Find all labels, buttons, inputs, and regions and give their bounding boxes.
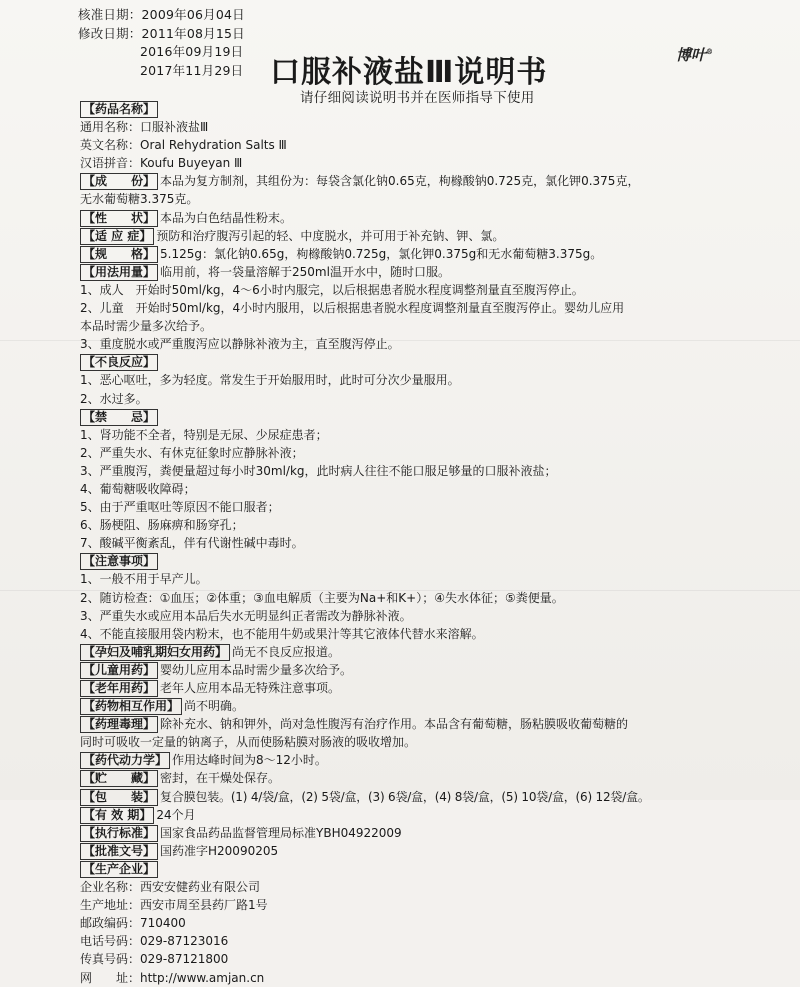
list-item: 1、肾功能不全者，特别是无尿、少尿症患者； bbox=[80, 427, 328, 442]
section-pediatric bbox=[80, 661, 720, 679]
document-subtitle: 请仔细阅读说明书并在医师指导下使用 bbox=[300, 90, 535, 106]
section-text: 作用达峰时间为8～12小时。 bbox=[172, 753, 327, 768]
list-item: 1、一般不用于早产儿。 bbox=[80, 572, 208, 587]
section-pharmacokinetics bbox=[80, 751, 720, 769]
company-name: 企业名称：西安安健药业有限公司 bbox=[80, 880, 261, 895]
section-usage bbox=[80, 263, 720, 281]
section-text: 同时可吸收一定量的钠离子，从而使肠粘膜对肠液的吸收增加。 bbox=[80, 735, 417, 750]
list-item: 2、严重失水、有休克征象时应静脉补液； bbox=[80, 445, 304, 460]
section-pregnancy bbox=[80, 643, 720, 661]
generic-name: 通用名称：口服补液盐Ⅲ bbox=[80, 120, 209, 135]
section-text: 预防和治疗腹泻引起的轻、中度脱水，并可用于补充钠、钾、氯。 bbox=[156, 228, 505, 243]
section-text: 复合膜包装。(1) 4/袋/盒，(2) 5袋/盒，(3) 6袋/盒，(4) 8袋/盒，(5) 10袋/盒，(6) 12袋/盒。 bbox=[160, 789, 650, 804]
approval-date-value: 2009年06月04日 bbox=[141, 7, 245, 22]
leaflet-body bbox=[80, 100, 720, 987]
section-text: 临用前，将一袋量溶解于250ml温开水中，随时口服。 bbox=[160, 264, 450, 279]
company-phone: 电话号码：029-87123016 bbox=[80, 934, 229, 949]
section-precautions bbox=[80, 552, 720, 570]
section-header: 【药理毒理】 bbox=[80, 716, 158, 733]
section-header: 【适 应 症】 bbox=[80, 228, 154, 245]
section-header: 【儿童用药】 bbox=[80, 662, 158, 679]
list-item: 1、恶心呕吐，多为轻度。常发生于开始服用时，此时可分次少量服用。 bbox=[80, 373, 460, 388]
list-item: 2、随访检查：①血压；②体重；③血电解质（主要为Na+和K+）；④失水体征；⑤粪便量。 bbox=[80, 590, 564, 605]
section-validity bbox=[80, 806, 720, 824]
section-drug-name bbox=[80, 100, 720, 118]
section-text: 无水葡萄糖3.375克。 bbox=[80, 192, 199, 207]
paper-fold bbox=[0, 340, 800, 341]
list-item: 3、严重腹泻，粪便量超过每小时30ml/kg，此时病人往往不能口服足够量的口服补液盐； bbox=[80, 463, 557, 478]
modify-date-value: 2017年11月29日 bbox=[140, 62, 244, 78]
section-manufacturer bbox=[80, 860, 720, 878]
pinyin-name: 汉语拼音：Koufu Buyeyan Ⅲ bbox=[80, 156, 243, 171]
approval-date-label: 核准日期： bbox=[78, 7, 142, 22]
section-header: 【老年用药】 bbox=[80, 680, 158, 697]
section-text: 本品为复方制剂，其组份为：每袋含氯化钠0.65克，枸橼酸钠0.725克，氯化钾0.375克， bbox=[160, 174, 640, 189]
section-pharmacology bbox=[80, 715, 720, 733]
section-header: 【药物相互作用】 bbox=[80, 698, 182, 715]
section-text: 除补充水、钠和钾外，尚对急性腹泻有治疗作用。本品含有葡萄糖，肠粘膜吸收葡萄糖的 bbox=[160, 717, 629, 732]
section-package bbox=[80, 788, 720, 806]
section-header: 【贮 藏】 bbox=[80, 770, 158, 787]
company-address: 生产地址：西安市周至县药厂路1号 bbox=[80, 898, 268, 913]
section-approval bbox=[80, 842, 720, 860]
document-title: 口服补液盐Ⅲ说明书 bbox=[270, 55, 548, 90]
section-composition bbox=[80, 172, 720, 190]
section-text: 国药准字H20090205 bbox=[160, 843, 279, 858]
section-header: 【有 效 期】 bbox=[80, 807, 154, 824]
section-text: 尚无不良反应报道。 bbox=[232, 644, 341, 659]
brand-logo-text: 博叶 bbox=[676, 46, 707, 64]
section-elderly bbox=[80, 679, 720, 697]
list-item: 5、由于严重呕吐等原因不能口服者； bbox=[80, 500, 280, 515]
section-header: 【生产企业】 bbox=[80, 861, 158, 878]
section-standard bbox=[80, 824, 720, 842]
section-storage bbox=[80, 769, 720, 787]
section-spec bbox=[80, 245, 720, 263]
section-header: 【执行标准】 bbox=[80, 825, 158, 842]
modify-date-value: 2011年08月15日 bbox=[141, 25, 245, 41]
company-fax: 传真号码：029-87121800 bbox=[80, 952, 229, 967]
list-item: 2、儿童 开始时50ml/kg，4小时内服用，以后根据患者脱水程度调整剂量直至腹泻停止。婴幼儿应用 bbox=[80, 301, 625, 316]
section-header: 【成 份】 bbox=[80, 173, 158, 190]
section-text: 国家食品药品监督管理局标准YBH04922009 bbox=[160, 825, 402, 840]
paper-fold bbox=[0, 590, 800, 591]
section-contraindications bbox=[80, 408, 720, 426]
list-item: 3、严重失水或应用本品后失水无明显纠正者需改为静脉补液。 bbox=[80, 608, 412, 623]
section-header: 【孕妇及哺乳期妇女用药】 bbox=[80, 644, 230, 661]
list-item: 3、重度脱水或严重腹泻应以静脉补液为主，直至腹泻停止。 bbox=[80, 337, 400, 352]
section-text: 24个月 bbox=[156, 807, 196, 822]
section-header: 【注意事项】 bbox=[80, 553, 158, 570]
section-header: 【规 格】 bbox=[80, 246, 158, 263]
section-appearance bbox=[80, 209, 720, 227]
list-item: 1、成人 开始时50ml/kg，4～6小时内服完，以后根据患者脱水程度调整剂量直至腹泻停止。 bbox=[80, 282, 584, 297]
section-text: 本品为白色结晶性粉末。 bbox=[160, 210, 293, 225]
section-header: 【用法用量】 bbox=[80, 264, 158, 281]
section-header: 【禁 忌】 bbox=[80, 409, 158, 426]
company-website: 网 址：http://www.amjan.cn bbox=[80, 970, 265, 985]
section-header: 【批准文号】 bbox=[80, 843, 158, 860]
company-postcode: 邮政编码：710400 bbox=[80, 916, 186, 931]
list-item: 6、肠梗阻、肠麻痹和肠穿孔； bbox=[80, 518, 244, 533]
section-header: 【性 状】 bbox=[80, 210, 158, 227]
brand-logo bbox=[676, 44, 713, 65]
section-indication bbox=[80, 227, 720, 245]
section-text: 密封，在干燥处保存。 bbox=[160, 771, 281, 786]
section-adverse bbox=[80, 353, 720, 371]
list-item: 2、水过多。 bbox=[80, 391, 148, 406]
section-header: 【包 装】 bbox=[80, 789, 158, 806]
modify-date-label: 修改日期： bbox=[78, 25, 142, 41]
english-name: 英文名称：Oral Rehydration Salts Ⅲ bbox=[80, 138, 287, 153]
revision-dates bbox=[78, 6, 245, 80]
approval-date-line bbox=[78, 6, 245, 25]
list-item: 本品时需少量多次给予。 bbox=[80, 319, 213, 334]
section-header: 【药代动力学】 bbox=[80, 752, 170, 769]
registered-mark: ® bbox=[706, 47, 714, 56]
list-item: 4、不能直接服用袋内粉末，也不能用牛奶或果汁等其它液体代替水来溶解。 bbox=[80, 626, 484, 641]
section-header: 【药品名称】 bbox=[80, 101, 158, 118]
section-header: 【不良反应】 bbox=[80, 354, 158, 371]
section-text: 老年人应用本品无特殊注意事项。 bbox=[160, 681, 341, 695]
modify-date-line bbox=[78, 25, 245, 44]
modify-date-value: 2016年09月19日 bbox=[140, 44, 244, 59]
section-interaction bbox=[80, 697, 720, 715]
section-text: 婴幼儿应用本品时需少量多次给予。 bbox=[160, 662, 353, 677]
section-text: 5.125g：氯化钠0.65g，枸橼酸钠0.725g，氯化钾0.375g和无水葡萄糖3.375g。 bbox=[160, 246, 603, 261]
list-item: 7、酸碱平衡紊乱，伴有代谢性碱中毒时。 bbox=[80, 536, 304, 551]
section-text: 尚不明确。 bbox=[184, 699, 245, 714]
list-item: 4、葡萄糖吸收障碍； bbox=[80, 481, 196, 496]
